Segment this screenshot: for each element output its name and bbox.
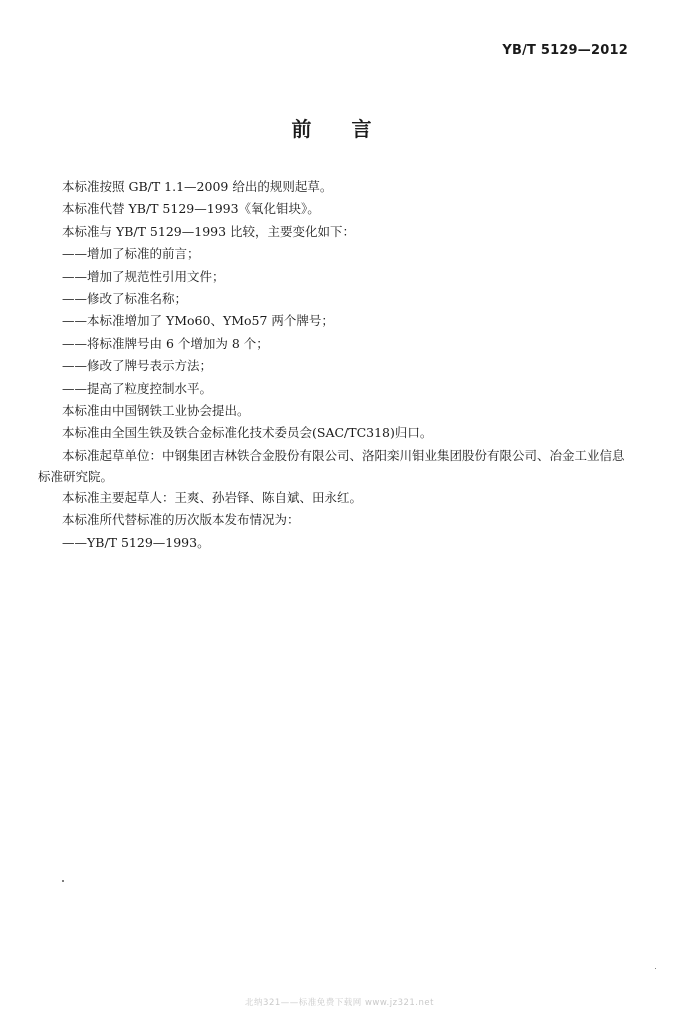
paragraph-changes-intro: 本标准与 YB/T 5129—1993 比较，主要变化如下：	[62, 223, 356, 239]
list-item-change: ——增加了标准的前言；	[62, 246, 200, 262]
paragraph-history-intro: 本标准所代替标准的历次版本发布情况为：	[62, 512, 300, 528]
scan-speck	[62, 880, 64, 882]
page-title: 前言	[291, 117, 412, 141]
list-item-change: ——增加了规范性引用文件；	[62, 268, 225, 284]
paragraph-drafters: 本标准主要起草人：王爽、孙岩铎、陈自斌、田永红。	[62, 489, 363, 505]
paragraph-replaces: 本标准代替 YB/T 5129—1993《氧化钼块》。	[62, 201, 320, 217]
list-item-change: ——提高了粒度控制水平。	[62, 380, 213, 396]
paragraph-centralized-by: 本标准由全国生铁及铁合金标准化技术委员会(SAC/TC318)归口。	[62, 425, 433, 441]
list-item-change: ——修改了标准名称；	[62, 291, 188, 307]
list-item-change: ——将标准牌号由 6 个增加为 8 个；	[62, 335, 269, 351]
preface-body	[38, 176, 632, 554]
standard-number: YB/T 5129—2012	[502, 43, 628, 58]
footer-watermark: 北纳321——标准免费下载网 www.jz321.net	[245, 998, 434, 1008]
paragraph-drafting-units: 本标准起草单位：中钢集团吉林铁合金股份有限公司、洛阳栾川钼业集团股份有限公司、冶金工业信息标准研究院。	[38, 447, 625, 484]
list-item-change: ——本标准增加了 YMo60、YMo57 两个牌号；	[62, 313, 334, 329]
list-item-history: ——YB/T 5129—1993。	[62, 534, 210, 550]
list-item-change: ——修改了牌号表示方法；	[62, 358, 213, 374]
paragraph-drafting-rules: 本标准按照 GB/T 1.1—2009 给出的规则起草。	[62, 179, 333, 194]
paragraph-proposed-by: 本标准由中国钢铁工业协会提出。	[62, 403, 250, 419]
scan-speck	[655, 968, 656, 969]
